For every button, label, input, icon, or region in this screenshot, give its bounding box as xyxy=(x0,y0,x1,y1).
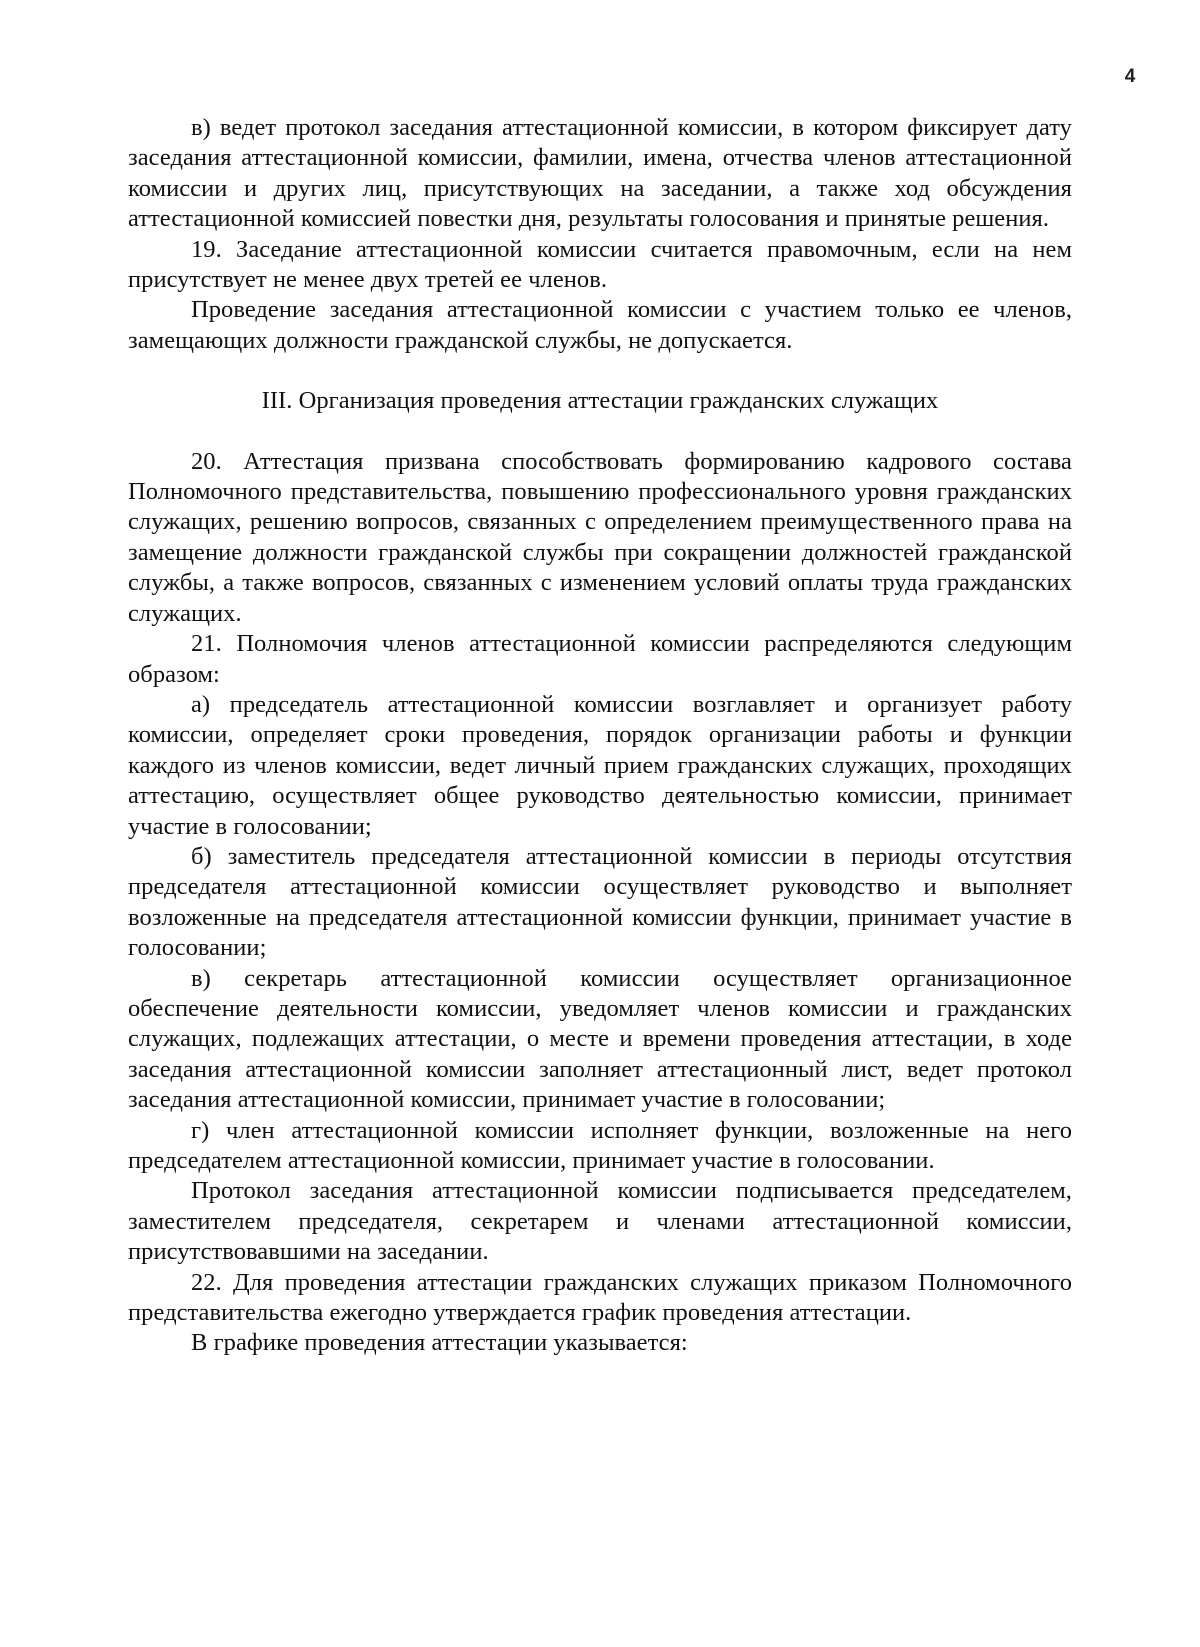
paragraph-21g: г) член аттестационной комиссии исполняет функции, возложенные на него председателем аттестационной комиссии, принимает участие в голосовании. xyxy=(128,1116,1072,1174)
paragraph-22: 22. Для проведения аттестации гражданских служащих приказом Полномочного представительства ежегодно утверждается график проведения аттестации. xyxy=(128,1268,1072,1327)
paragraph-21: 21. Полномочия членов аттестационной комиссии распределяются следующим образом: xyxy=(128,630,1072,688)
page-number: 4 xyxy=(1124,66,1136,87)
paragraph-21a: а) председатель аттестационной комиссии возглавляет и организует работу комиссии, определяет сроки проведения, порядок организации работы и функции каждого из членов комиссии, ведет личный прием гражданских служащих, проходящих аттестацию, осуществляет общее руководство деятельностью комиссии, принимает участие в голосовании; xyxy=(128,690,1072,840)
paragraph-19: 19. Заседание аттестационной комиссии считается правомочным, если на нем присутствует не менее двух третей ее членов. xyxy=(128,235,1072,294)
paragraph-20: 20. Аттестация призвана способствовать формированию кадрового состава Полномочного представительства, повышению профессионального уровня гражданских служащих, решению вопросов, связанных с определением преимущественного права на замещение должности гражданской службы при сокращении должностей гражданской службы, а также вопросов, связанных с изменением условий оплаты труда гражданских служащих. xyxy=(128,447,1072,627)
paragraph-22-schedule: В графике проведения аттестации указывается: xyxy=(191,1329,688,1357)
paragraph-19-continued: Проведение заседания аттестационной комиссии с участием только ее членов, замещающих должности гражданской службы, не допускается. xyxy=(128,296,1072,354)
paragraph-18v: в) ведет протокол заседания аттестационной комиссии, в котором фиксирует дату заседания аттестационной комиссии, фамилии, имена, отчества членов аттестационной комиссии и других лиц, присутствующих на заседании, а также ход обсуждения аттестационной комиссией повестки дня, результаты голосования и принятые решения. xyxy=(128,114,1072,233)
paragraph-21v: в) секретарь аттестационной комиссии осуществляет организационное обеспечение деятельности комиссии, уведомляет членов комиссии и гражданских служащих, подлежащих аттестации, о месте и времени проведения аттестации, в ходе заседания аттестационной комиссии заполняет аттестационный лист, ведет протокол заседания аттестационной комиссии, принимает участие в голосовании; xyxy=(128,964,1072,1114)
section-heading-3: III. Организация проведения аттестации гражданских служащих xyxy=(261,387,939,415)
document-body xyxy=(128,113,1072,1359)
paragraph-21b: б) заместитель председателя аттестационной комиссии в периоды отсутствия председателя аттестационной комиссии осуществляет руководство и выполняет возложенные на председателя аттестационной комиссии функции, принимает участие в голосовании; xyxy=(128,842,1072,962)
paragraph-21-protocol: Протокол заседания аттестационной комиссии подписывается председателем, заместителем председателя, секретарем и членами аттестационной комиссии, присутствовавшими на заседании. xyxy=(128,1177,1072,1266)
